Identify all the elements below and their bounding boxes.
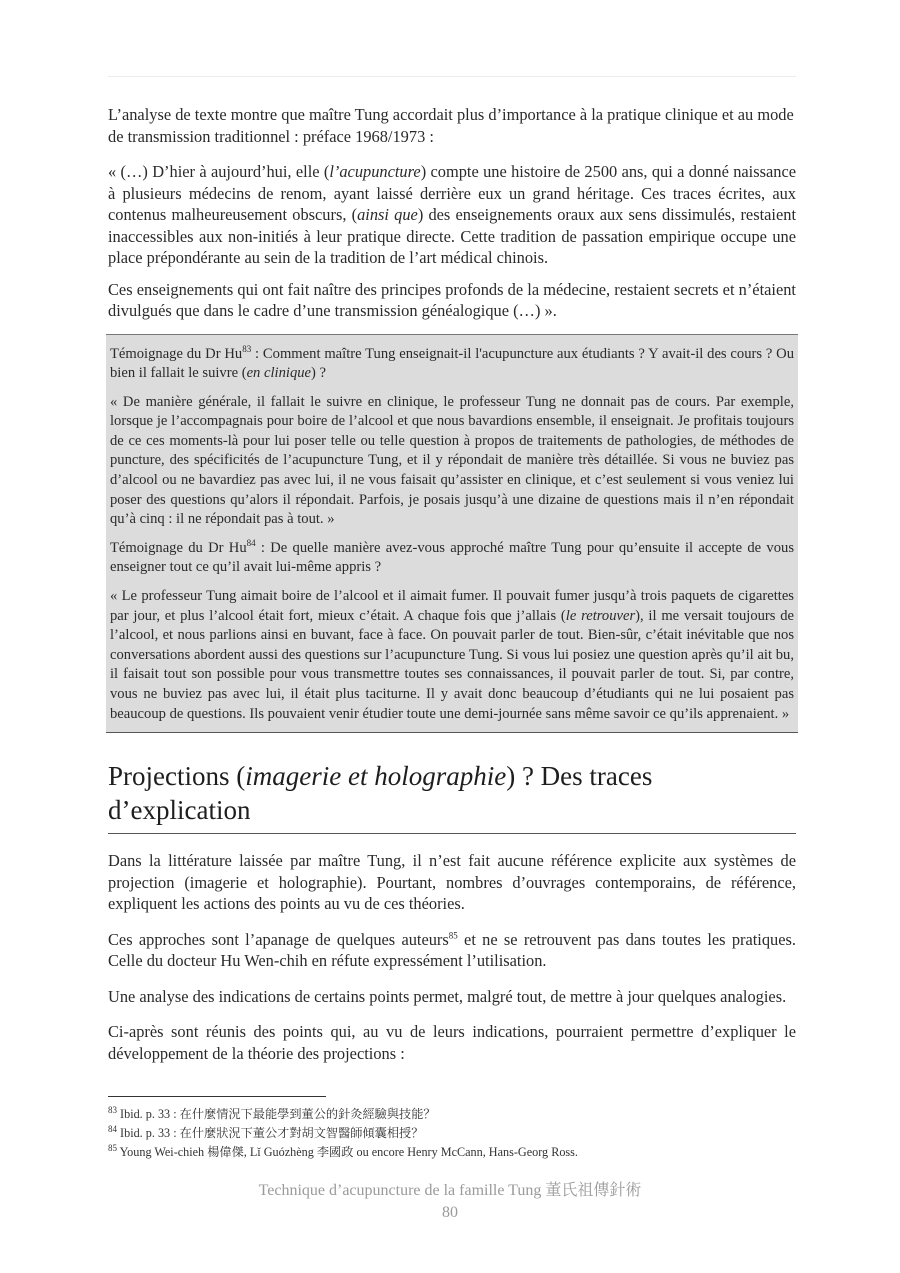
text-run: ), il me versait toujours de l’alcool, et nous parlions ainsi en buvant, face à face. On pouvait parler de tout. Bien-sûr, c’était inévitable que nos conversations abordent aussi des questions sur l’acupuncture Tung. Si vous lui posiez une question après qu’il ait bu, il faisait tout son possible pour vous transmettre toutes ses connaissances, il pouvait parler de tout. Si, par contre, vous ne buviez pas avec lui, il était plus taciturne. Il y avait donc beaucoup d’étudiants qui ne lui posaient pas beaucoup de questions. Ils pouvaient venir étudier toute une demi-journée sans même savoir ce qu’ils apprenaient. » bbox=[110, 607, 795, 722]
footnote-84 bbox=[108, 1124, 808, 1143]
italic-run: en clinique bbox=[246, 365, 312, 382]
footnote-separator bbox=[108, 1096, 326, 1097]
text-run: Témoignage du Dr Hu bbox=[110, 539, 247, 556]
footnote-ref-83[interactable]: 83 bbox=[242, 343, 252, 354]
italic-run: ainsi que bbox=[357, 205, 418, 224]
testimony-answer-2 bbox=[110, 587, 794, 724]
text-run: ) compte une histoire de 2500 ans, qui a donné naissance à plusieurs médecins de renom, ayant laissé derrière eux un grand héritage. Ces traces écrites, aux contenus malheureusement obscurs, ( bbox=[108, 162, 796, 224]
section-paragraph-4: Ci-après sont réunis des points qui, au vu de leurs indications, pourraient permettre d’expliquer le développement de la théorie des projections : bbox=[108, 1022, 796, 1063]
section-paragraph-1: Dans la littérature laissée par maître Tung, il n’est fait aucune référence explicite aux systèmes de projection (imagerie et holographie). Pourtant, nombres d’ouvrages contemporains, de référence, expliquent les actions des points au vu de ces théories. bbox=[108, 851, 796, 914]
page-content bbox=[108, 104, 796, 1064]
footnote-number: 84 bbox=[108, 1123, 117, 1134]
footer-title: Technique d’acupuncture de la famille Tung 董氏祖傳針術 bbox=[258, 1182, 642, 1199]
section-paragraph-2 bbox=[108, 929, 796, 972]
footnote-text: Young Wei-chieh 楊偉傑, Lǐ Guózhèng 李國政 ou encore Henry McCann, Hans-Georg Ross. bbox=[117, 1145, 578, 1159]
footnote-ref-85[interactable]: 85 bbox=[448, 930, 458, 941]
quote-paragraph-2: Ces enseignements qui ont fait naître des principes profonds de la médecine, restaient secrets et n’étaient divulgués que dans le cadre d’une transmission généalogique (…) ». bbox=[108, 279, 796, 320]
footnote-85 bbox=[108, 1143, 808, 1162]
quote-paragraph-1 bbox=[108, 161, 796, 269]
footnotes bbox=[108, 1105, 808, 1162]
testimony-answer-1: « De manière générale, il fallait le suivre en clinique, le professeur Tung ne donnait pas de cours. Par exemple, lorsque je l’accompagnais pour boire de l’alcool et que nous bavardions ensemble, il enseignait. Je profitais toujours de ce ces moments-là pour lui poser telle ou telle question à propos de traitements de pathologies, de méthodes de puncture, des spécificités de l’acupuncture Tung, et il y répondait de manière très détaillée. Si vous ne buviez pas d’alcool ou ne bavardiez pas avec lui, il ne vous faisait qu’assister en clinique, et c’est seulement si vous veniez lui poser des questions qu’alors il répondait. Parfois, je posais jusqu’à une dizaine de questions mais il n’en répondait qu’à cinq : il ne répondait pas à tout. » bbox=[110, 393, 794, 528]
intro-paragraph: L’analyse de texte montre que maître Tung accordait plus d’importance à la pratique clinique et au mode de transmission traditionnel : préface 1968/1973 : bbox=[108, 105, 794, 146]
testimony-question-1 bbox=[110, 345, 794, 384]
text-run: Projections ( bbox=[108, 761, 246, 792]
text-run: « Le professeur Tung aimait boire de l’alcool et il aimait fumer. Il pouvait fumer jusqu’à trois paquets de cigarettes par jour, et plus l’alcool était fort, mieux c’était. A chaque fois que j’allais ( bbox=[110, 588, 794, 624]
text-run: : De quelle manière avez-vous approché maître Tung pour qu’ensuite il accepte de vous enseigner tout ce qu’il avait lui-même appris ? bbox=[110, 539, 794, 576]
section-paragraph-3: Une analyse des indications de certains points permet, malgré tout, de mettre à jour quelques analogies. bbox=[108, 986, 787, 1006]
italic-run: l’acupuncture bbox=[329, 162, 421, 181]
text-run: ) ? Des traces d’explication bbox=[108, 761, 653, 826]
text-run: Témoignage du Dr Hu bbox=[110, 345, 243, 362]
page-footer bbox=[0, 1180, 900, 1224]
text-run: : Comment maître Tung enseignait-il l'acupuncture aux étudiants ? Y avait-il des cours ? Ou bien il fallait le suivre ( bbox=[110, 345, 794, 382]
text-run: « (…) D’hier à aujourd’hui, elle ( bbox=[108, 162, 330, 181]
footnote-ref-84[interactable]: 84 bbox=[246, 537, 256, 548]
italic-run: le retrouver bbox=[565, 607, 636, 624]
text-run: ) ? bbox=[311, 365, 327, 382]
section-heading bbox=[108, 759, 796, 834]
page-number: 80 bbox=[442, 1204, 458, 1221]
text-run: Ces approches sont l’apanage de quelques auteurs bbox=[108, 929, 449, 949]
footnote-number: 85 bbox=[108, 1142, 117, 1153]
italic-run: imagerie et holographie bbox=[245, 761, 507, 792]
footnote-83 bbox=[108, 1105, 808, 1124]
footnote-number: 83 bbox=[108, 1104, 117, 1115]
text-run: et ne se retrouvent pas dans toutes les pratiques. Celle du docteur Hu Wen-chih en réfute expressément l’utilisation. bbox=[108, 929, 797, 971]
footnote-text: Ibid. p. 33 : 在什麼情況下最能學到董公的針灸經驗與技能？ bbox=[117, 1107, 436, 1121]
footnote-text: Ibid. p. 33 : 在什麼狀況下董公才對胡文智醫師傾囊相授？ bbox=[117, 1126, 424, 1140]
text-run: ) des enseignements oraux aux sens dissimulés, restaient inaccessibles aux non-initiés à leur pratique directe. Cette tradition de passation empirique occupe une place prépondérante au sein de la tradition de l’art médical chinois. bbox=[108, 205, 796, 267]
testimony-box bbox=[106, 334, 798, 734]
header-rule bbox=[108, 76, 796, 77]
testimony-question-2 bbox=[110, 539, 794, 578]
